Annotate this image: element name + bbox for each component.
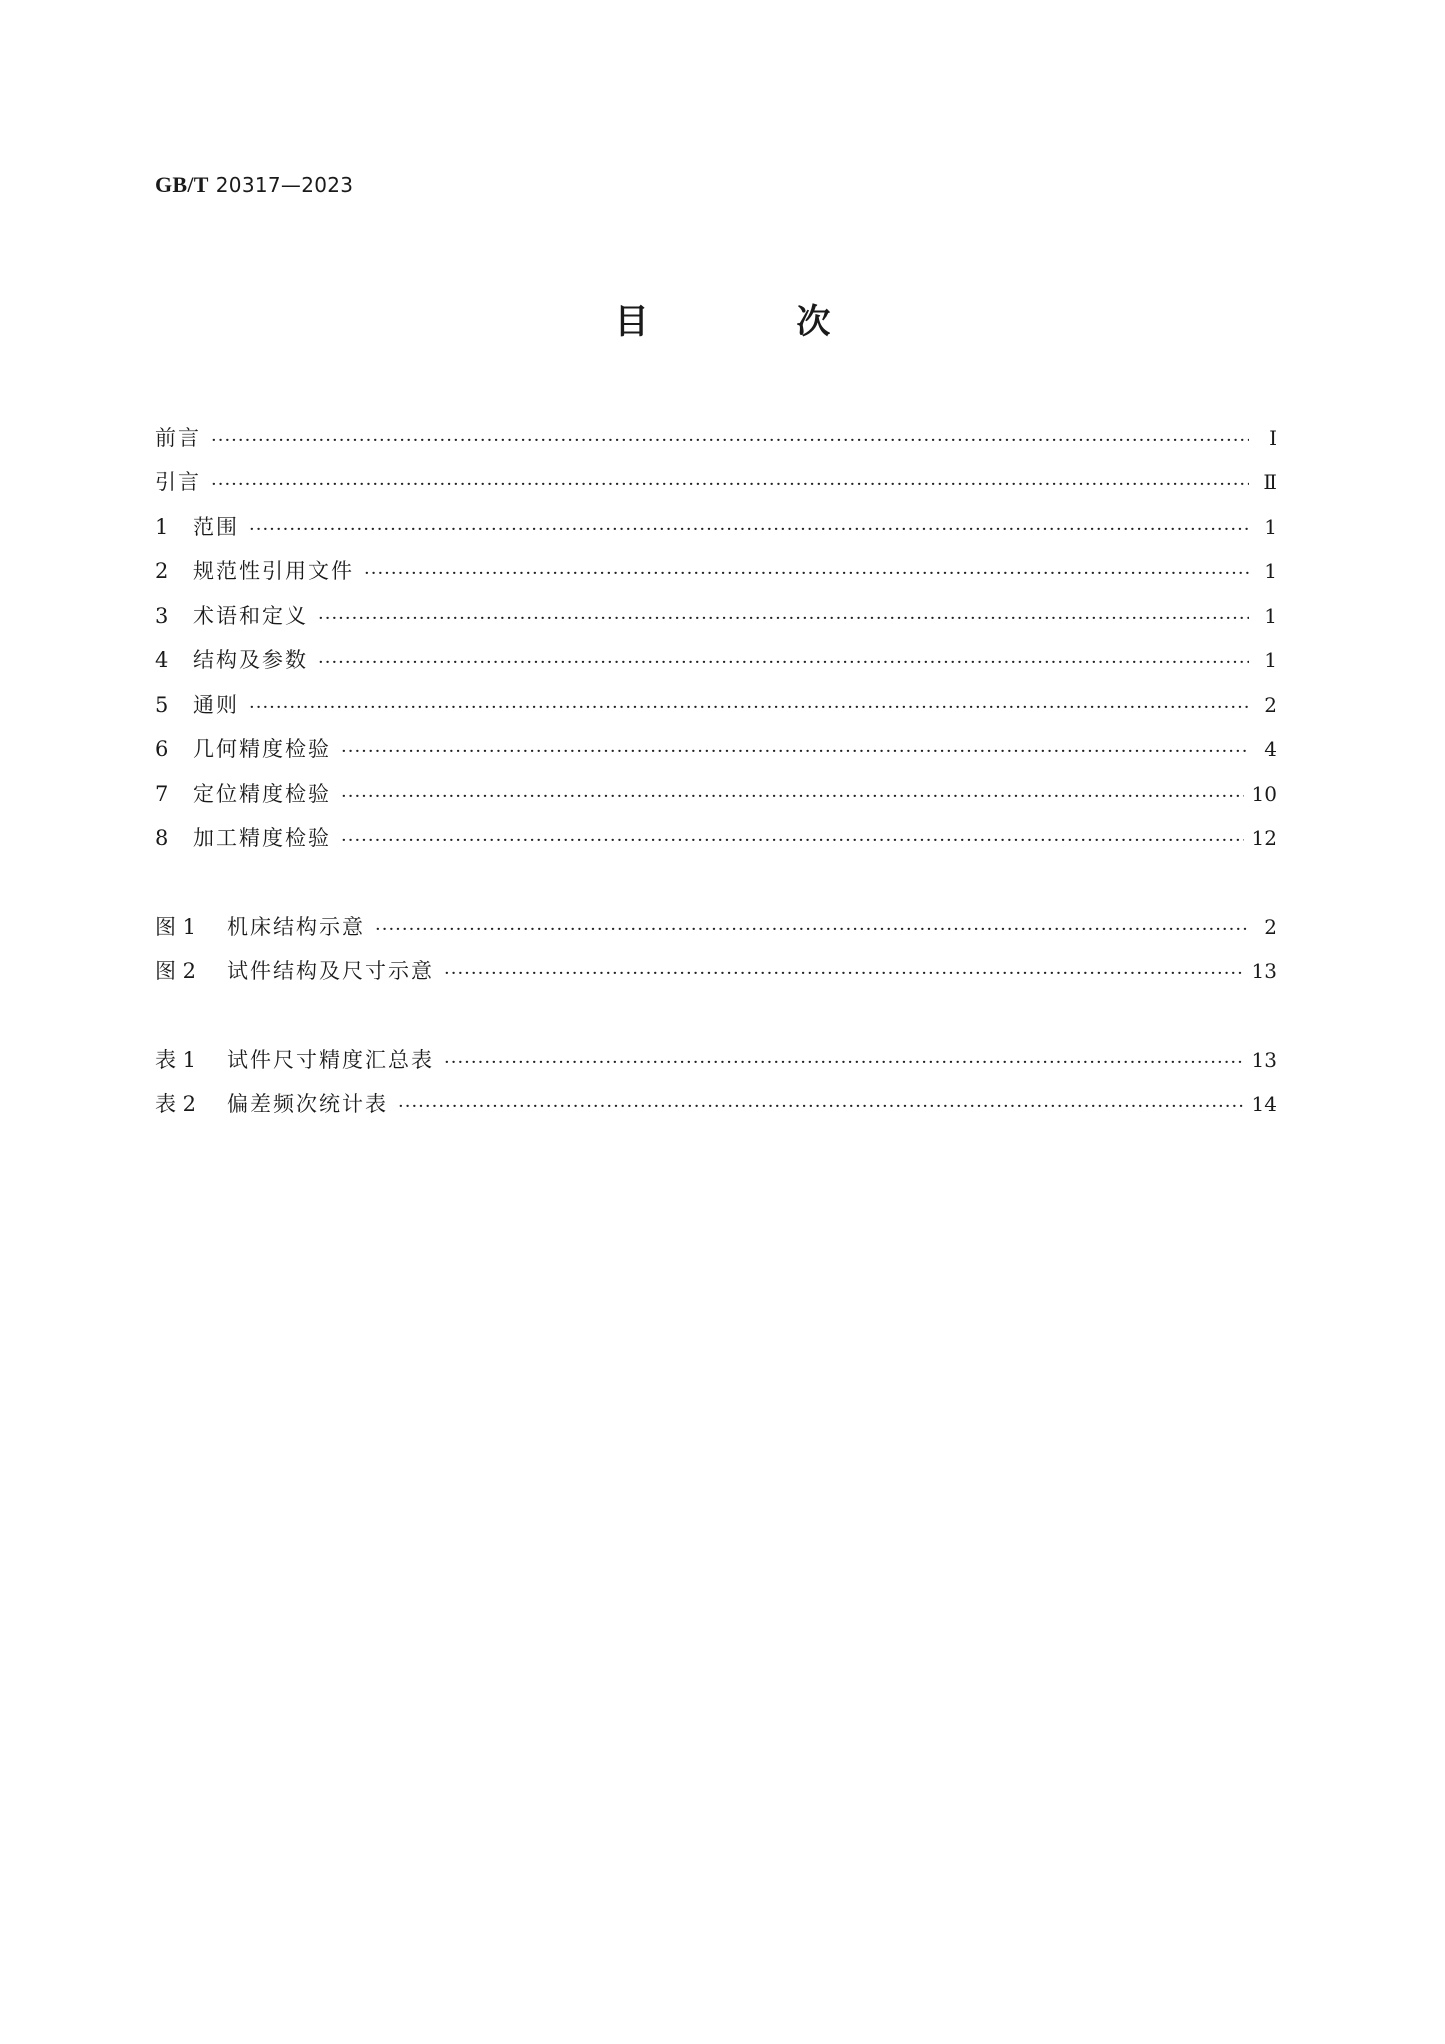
toc-entry-number: 图 2 (155, 959, 197, 983)
toc-entry-page: 2 (1264, 693, 1277, 717)
toc-entry-page: 13 (1251, 959, 1277, 983)
toc-entry-label: 术语和定义 (193, 604, 308, 628)
toc-leader-dots (318, 646, 1249, 674)
toc-entry-page: 10 (1251, 782, 1277, 806)
toc-leader-dots (398, 1090, 1244, 1118)
toc-entry-figure-1[interactable] (155, 909, 1277, 941)
toc-leader-dots (364, 557, 1249, 585)
toc-entry-chapter-6[interactable] (155, 731, 1277, 763)
toc-entry-page: 1 (1264, 559, 1277, 583)
standard-prefix: GB/T (155, 172, 209, 197)
toc-leader-dots (249, 691, 1249, 719)
toc-entry-number: 图 1 (155, 915, 197, 939)
toc-entry-label: 引言 (155, 470, 201, 494)
toc-entry-figure-2[interactable] (155, 953, 1277, 985)
toc-entry-number: 1 (155, 515, 169, 539)
toc-leader-dots (444, 957, 1244, 985)
toc-entry-chapter-8[interactable] (155, 820, 1277, 852)
toc-entry-number: 5 (155, 693, 169, 717)
toc-entry-chapter-7[interactable] (155, 776, 1277, 808)
toc-entry-number: 表 2 (155, 1092, 197, 1116)
toc-entry-number: 8 (155, 826, 169, 850)
standard-code (155, 172, 353, 198)
toc-entry-number: 3 (155, 604, 169, 628)
toc-leader-dots (318, 602, 1249, 630)
toc-entry-label: 加工精度检验 (193, 826, 331, 850)
toc-entry-page: 2 (1264, 915, 1277, 939)
toc-entry-number: 表 1 (155, 1048, 197, 1072)
toc-entry-introduction[interactable] (155, 464, 1277, 496)
toc-entry-page: 14 (1251, 1092, 1277, 1116)
toc-entry-chapter-2[interactable] (155, 553, 1277, 585)
toc-leader-dots (249, 513, 1249, 541)
toc-leader-dots (375, 913, 1249, 941)
toc-entry-page: 4 (1264, 737, 1277, 761)
toc-entry-label: 规范性引用文件 (193, 559, 354, 583)
toc-entry-label: 偏差频次统计表 (227, 1092, 388, 1116)
toc-entry-page: Ⅰ (1269, 426, 1277, 450)
toc-entry-label: 范围 (193, 515, 239, 539)
standard-number: 20317—2023 (215, 173, 354, 197)
toc-entry-label: 试件结构及尺寸示意 (227, 959, 434, 983)
toc-leader-dots (341, 735, 1249, 763)
toc-entry-label: 前言 (155, 426, 201, 450)
toc-entry-number: 4 (155, 648, 169, 672)
toc-entry-table-2[interactable] (155, 1086, 1277, 1118)
toc-entry-page: 1 (1264, 604, 1277, 628)
toc-leader-dots (211, 424, 1249, 452)
toc-entry-page: 1 (1264, 648, 1277, 672)
toc-entry-label: 定位精度检验 (193, 782, 331, 806)
toc-entry-table-1[interactable] (155, 1042, 1277, 1074)
toc-entry-number: 2 (155, 559, 169, 583)
toc-entry-label: 通则 (193, 693, 239, 717)
toc-entry-chapter-5[interactable] (155, 687, 1277, 719)
toc-entry-label: 机床结构示意 (227, 915, 365, 939)
toc-entry-chapter-3[interactable] (155, 598, 1277, 630)
toc-title: 目 次 (614, 302, 899, 342)
toc-entry-page: 1 (1264, 515, 1277, 539)
toc-entry-page: 12 (1251, 826, 1277, 850)
toc-entry-label: 几何精度检验 (193, 737, 331, 761)
toc-entry-page: 13 (1251, 1048, 1277, 1072)
toc-entry-number: 7 (155, 782, 169, 806)
toc-entry-preface[interactable] (155, 420, 1277, 452)
toc-entry-page: Ⅱ (1263, 470, 1277, 494)
toc-entry-label: 结构及参数 (193, 648, 308, 672)
toc-leader-dots (341, 780, 1244, 808)
toc-entry-chapter-1[interactable] (155, 509, 1277, 541)
toc-leader-dots (444, 1046, 1244, 1074)
toc-entry-number: 6 (155, 737, 169, 761)
toc-entry-label: 试件尺寸精度汇总表 (227, 1048, 434, 1072)
toc-leader-dots (341, 824, 1244, 852)
toc-leader-dots (211, 468, 1249, 496)
toc-entry-chapter-4[interactable] (155, 642, 1277, 674)
